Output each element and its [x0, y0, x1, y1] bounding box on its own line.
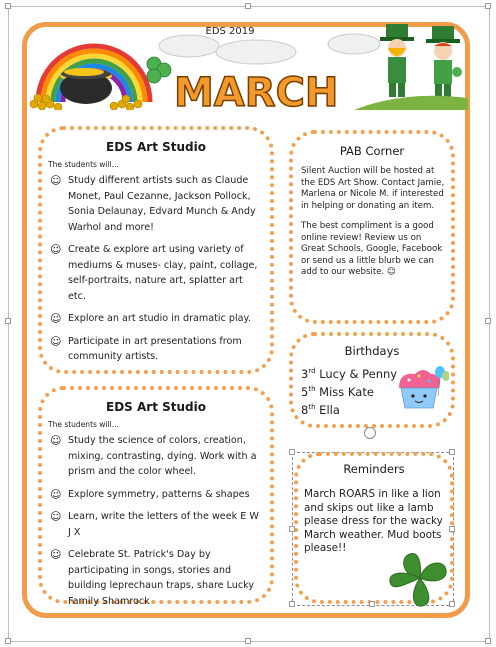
art-studio-intro-1: The students will...	[48, 160, 119, 169]
art-studio-box-2	[38, 386, 274, 607]
smiley-icon: ☺	[50, 243, 62, 256]
shamrock-icon	[384, 548, 456, 608]
pab-paragraph-2: The best compliment is a good online review! Review us on Great Schools, Google, Facebook or send us a little blurb we can add to our website. ☺	[301, 221, 443, 277]
list-item: ☺ Explore symmetry, patterns & shapes	[50, 487, 250, 501]
resize-handle-right[interactable]	[449, 526, 455, 532]
smiley-icon: ☺	[50, 548, 62, 561]
art-studio-box-1	[38, 126, 274, 374]
pab-paragraph-1: Silent Auction will be hosted at the EDS Art Show. Contact Jamie, Marlena or Nicole M. if interested in helping or donating an item.	[301, 166, 445, 211]
art-studio-list-1	[50, 173, 262, 365]
smiley-icon: ☺	[50, 487, 62, 501]
list-item: ☺ Celebrate St. Patrick's Day by participating in songs, stories and building leprechaun traps, share Lucky Family Shamrock	[50, 548, 255, 607]
resize-handle-left[interactable]	[289, 526, 295, 532]
smiley-icon: ☺	[50, 312, 62, 325]
birthday-entry: 8th Ella	[301, 402, 340, 417]
birthdays-title: Birthdays	[344, 344, 400, 358]
smiley-icon: ☺	[50, 334, 62, 348]
resize-handle-right[interactable]	[485, 318, 491, 324]
reminders-title: Reminders	[343, 462, 405, 476]
reminders-box[interactable]	[294, 452, 454, 604]
leprechaun-icon	[380, 24, 462, 98]
march-banner	[24, 24, 468, 110]
list-item: ☺ Participate in art presentations from community artists.	[50, 334, 242, 362]
art-studio-list-2	[50, 433, 262, 609]
resize-handle-top-left[interactable]	[289, 449, 295, 455]
list-item: ☺ Learn, write the letters of the week E W J X	[50, 510, 259, 538]
smiley-icon: ☺	[50, 174, 62, 187]
art-studio-title-2: EDS Art Studio	[106, 400, 206, 414]
resize-handle-bottom-left[interactable]	[5, 638, 11, 644]
resize-handle-left[interactable]	[5, 318, 11, 324]
resize-handle-bottom[interactable]	[245, 638, 251, 644]
cupcake-icon	[393, 366, 449, 418]
shamrock-icon	[147, 57, 171, 83]
art-studio-title-1: EDS Art Studio	[106, 140, 206, 154]
resize-handle-top-right[interactable]	[449, 449, 455, 455]
smiley-icon: ☺	[50, 434, 62, 447]
list-item: ☺ Create & explore art using variety of mediums & muses- clay, paint, collage, self-portraits, nature art, splatter art etc.	[50, 243, 258, 302]
year-label: EDS 2019	[205, 26, 255, 37]
resize-handle-top-left[interactable]	[5, 3, 11, 9]
resize-handle-bottom[interactable]	[369, 601, 375, 607]
list-item: ☺ Study the science of colors, creation, mixing, contrasting, dying. Work with a prism and the color wheel.	[50, 434, 257, 477]
resize-handle-bottom-right[interactable]	[449, 601, 455, 607]
month-title-art: MARCH	[174, 70, 339, 110]
resize-handle-top[interactable]	[245, 3, 251, 9]
birthday-entry: 5th Miss Kate	[301, 384, 374, 399]
pab-corner-box	[289, 130, 455, 324]
birthday-entry: 3rd Lucy & Penny	[301, 366, 398, 381]
resize-handle-top-right[interactable]	[485, 3, 491, 9]
list-item: ☺ Explore an art studio in dramatic play.	[50, 312, 251, 325]
rotate-handle[interactable]	[364, 427, 376, 439]
art-studio-intro-2: The students will...	[48, 420, 119, 429]
reminders-text[interactable]: March ROARS in like a lion and skips out like a lamb please dress for the wacky March weather. Mud boots please!!	[304, 488, 443, 554]
list-item: ☺ Study different artists such as Claude Monet, Paul Cezanne, Jackson Pollock, Sonia Delaunay, Edvard Munch & Andy Warhol and more!	[50, 174, 256, 233]
birthdays-box	[289, 332, 455, 428]
resize-handle-bottom-left[interactable]	[289, 601, 295, 607]
smiley-icon: ☺	[50, 510, 62, 523]
resize-handle-bottom-right[interactable]	[485, 638, 491, 644]
pab-title: PAB Corner	[339, 144, 405, 158]
